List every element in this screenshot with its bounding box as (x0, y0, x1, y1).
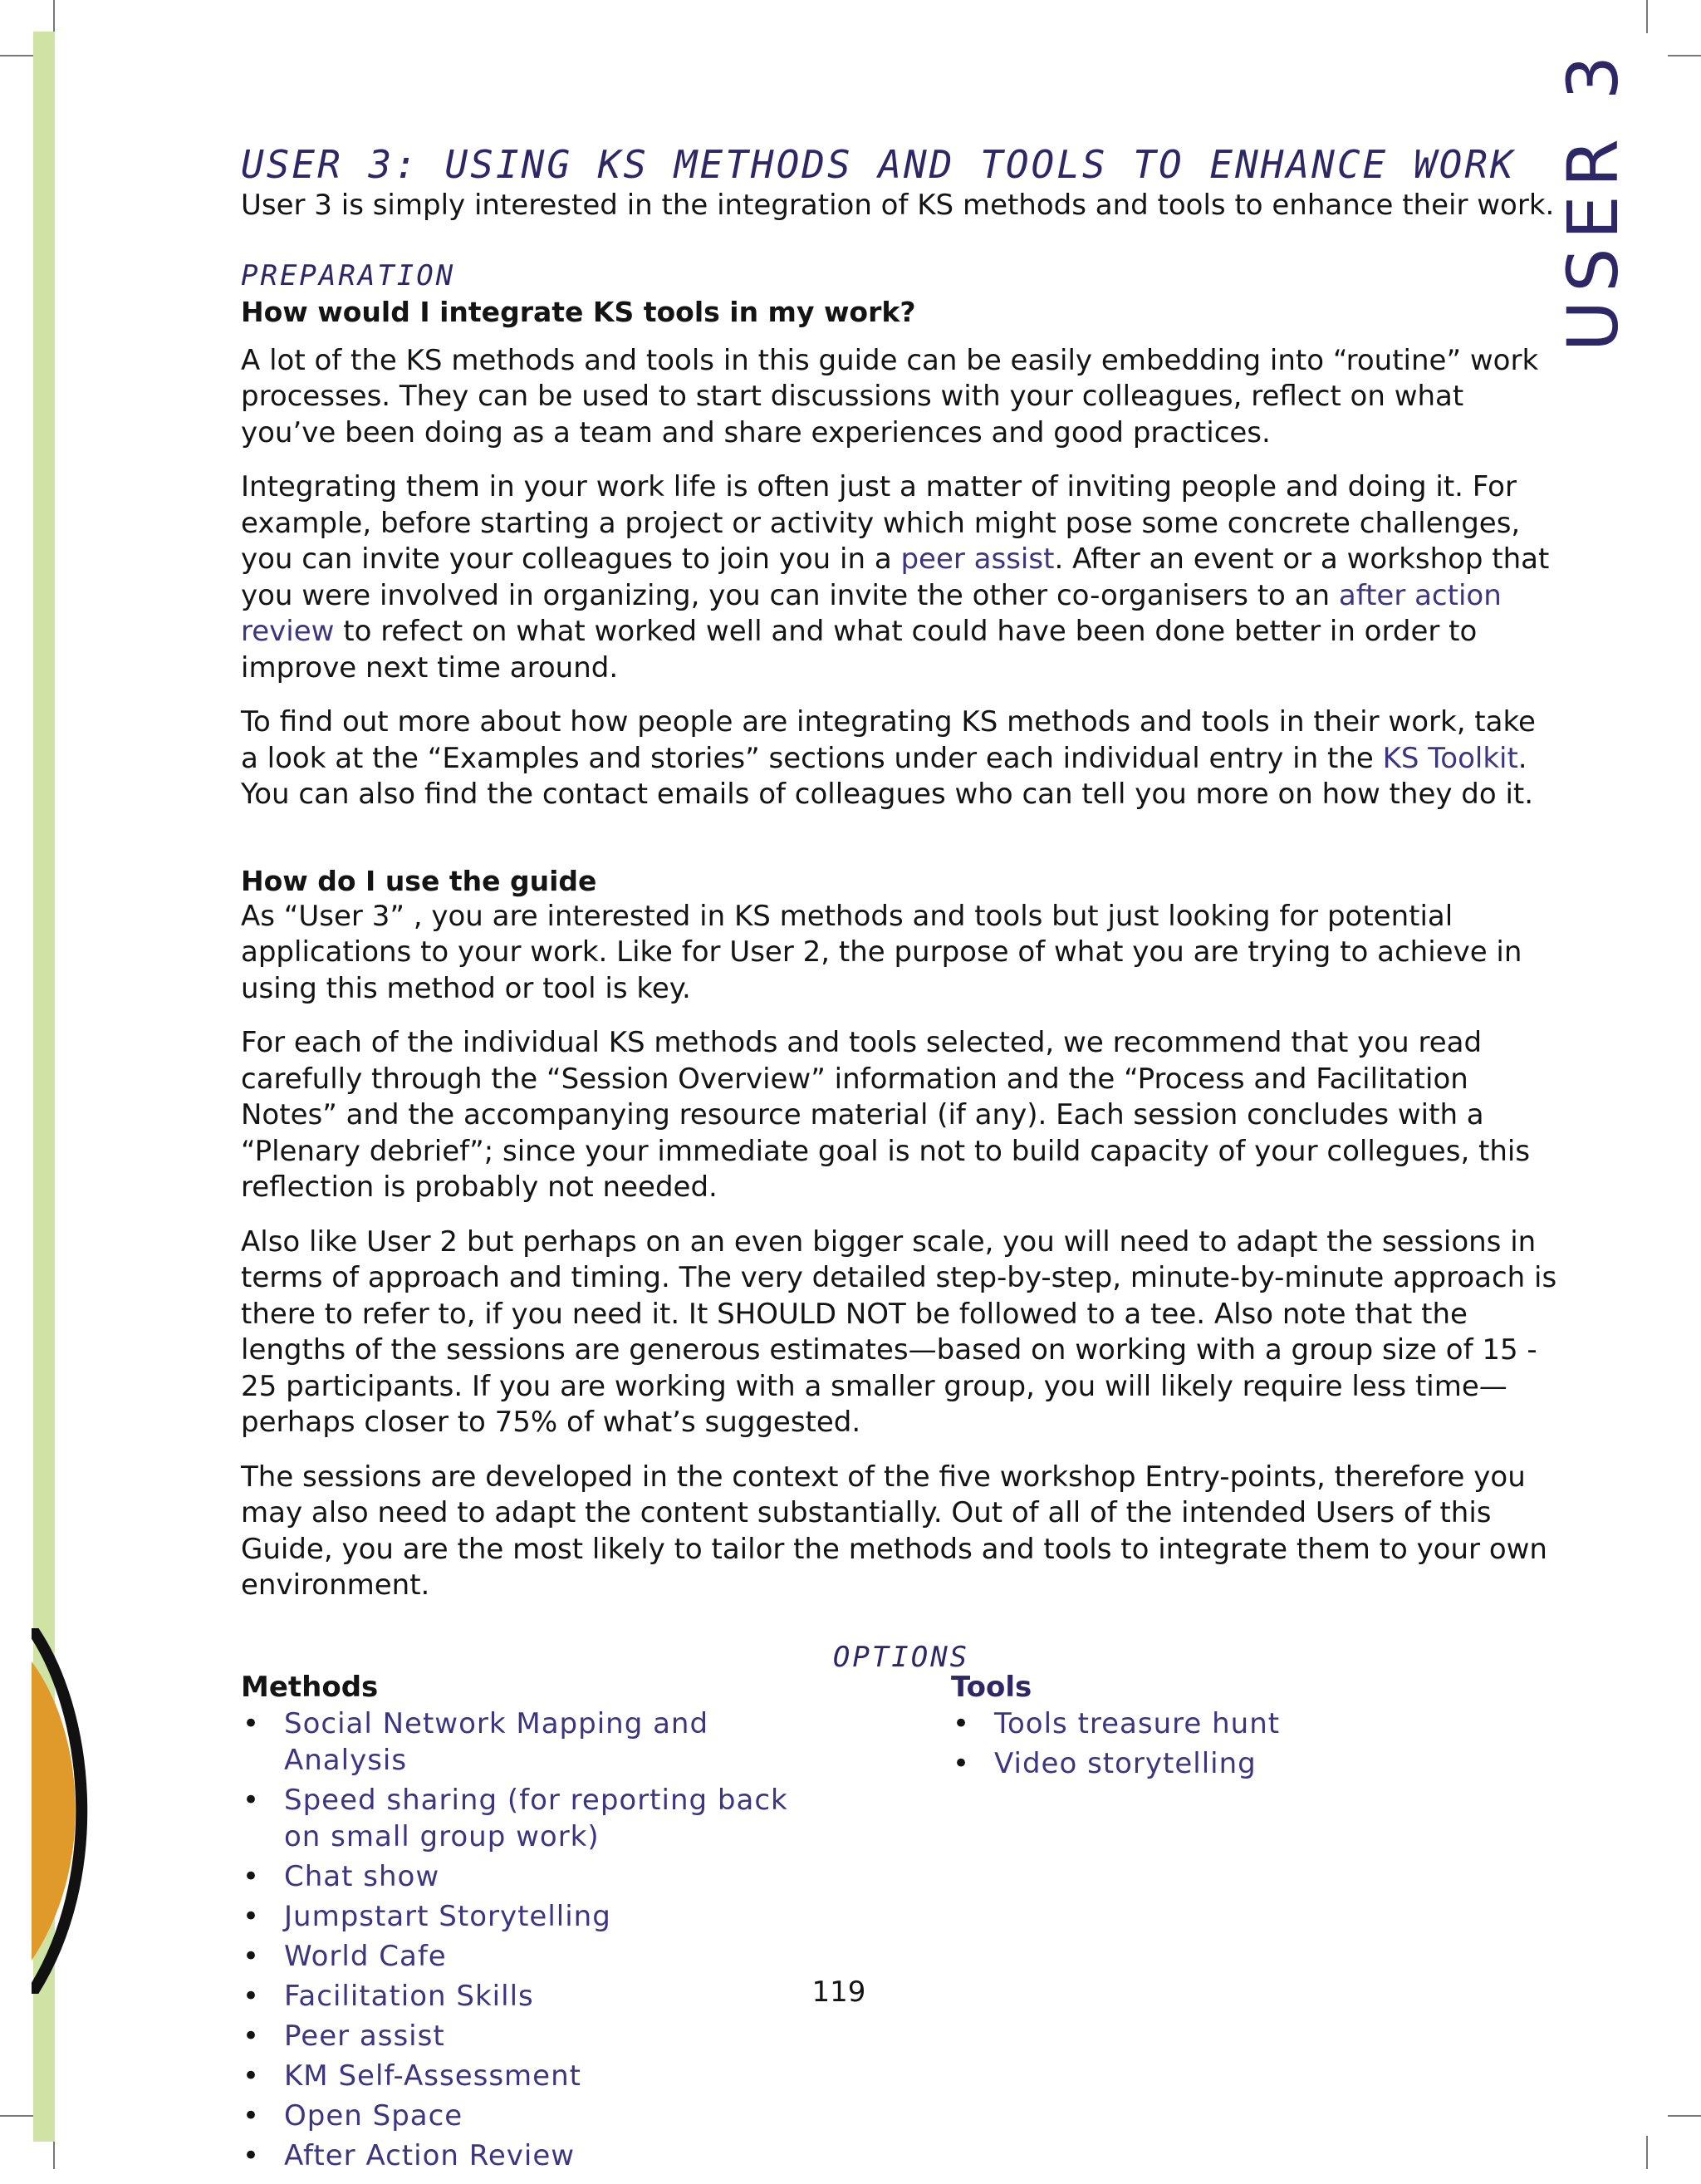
text-run: Integrating them in your work life is often just a matter of inviting people and doing it. For example, before starting a project or activity which might pose some concrete challenges, you can invite your colleagues to join you in a (241, 470, 1521, 576)
section-tab (1551, 47, 1635, 352)
crop-mark (0, 55, 33, 56)
methods-column (241, 1669, 822, 2177)
text-run: To find out more about how people are integrating KS methods and tools in their work, take a look at the “Examples and stories” sections under each individual entry in the (241, 705, 1536, 775)
methods-label: Methods (241, 1670, 379, 1704)
crop-mark (1668, 55, 1701, 56)
method-link[interactable]: • Jumpstart Storytelling (241, 1898, 822, 1935)
preparation-heading: PREPARATION (241, 258, 456, 292)
guide-paragraph: As “User 3” , you are interested in KS methods and tools but just looking for potential applications to your work. Like for User 2, the purpose of what you are trying to achieve in using this method or tool is key. (241, 899, 1522, 1005)
crop-mark (1646, 0, 1648, 33)
page-content (241, 141, 1561, 2184)
intro-text: User 3 is simply interested in the integration of KS methods and tools to enhance their work. (241, 189, 1555, 222)
guide-question: How do I use the guide (241, 864, 597, 897)
ks-toolkit-link[interactable]: KS Toolkit (1382, 741, 1518, 775)
method-link[interactable]: • KM Self-Assessment (241, 2058, 822, 2094)
text-run: . After an event or a workshop that you were involved in organizing, you can invite the other co-organisers to an (241, 542, 1550, 612)
crop-mark (0, 2115, 33, 2117)
method-link[interactable]: • World Cafe (241, 1938, 822, 1975)
options-heading: OPTIONS (832, 1640, 970, 1674)
after-action-review-link[interactable]: after action review (241, 578, 1502, 648)
preparation-question: How would I integrate KS tools in my work? (241, 295, 916, 328)
methods-list (241, 1705, 822, 2174)
tools-list (951, 1705, 1366, 1782)
preparation-paragraph (241, 704, 1561, 813)
guide-paragraph: Also like User 2 but perhaps on an even bigger scale, you will need to adapt the sessions in terms of approach and timing. The very detailed step-by-step, minute-by-minute approach is there to refer to, if you need it. It SHOULD NOT be followed to a tee. Also note that the lengths of the sessions are generous estimates—based on working with a group size of 15 - 25 participants. If you are working with a smaller group, you will likely require less time—perhaps closer to 75% of what’s suggested. (241, 1225, 1557, 1439)
crop-mark (1646, 2136, 1648, 2169)
tools-column (951, 1669, 1366, 1785)
section-tab-label: USER 3 (1552, 47, 1635, 352)
crop-mark (1668, 2115, 1701, 2117)
tool-link[interactable]: • Tools treasure hunt (951, 1705, 1366, 1742)
preparation-paragraph: A lot of the KS methods and tools in this guide can be easily embedding into “routine” work processes. They can be used to start discussions with your colleagues, reflect on what you’ve been doing as a team and share experiences and good practices. (241, 343, 1539, 449)
method-link[interactable]: • Social Network Mapping and Analysis (241, 1705, 822, 1779)
options-columns (241, 1669, 1561, 2184)
text-run: . You can also find the contact emails of colleagues who can tell you more on how they do it. (241, 741, 1534, 811)
crop-mark (53, 0, 55, 33)
page-number: 119 (811, 1975, 866, 2009)
tools-label: Tools (951, 1670, 1032, 1704)
text-run: to refect on what worked well and what could have been done better in order to improve next time around. (241, 615, 1478, 685)
ornament-swoosh (32, 1628, 98, 1994)
method-link[interactable]: • Facilitation Skills (241, 1978, 822, 2015)
peer-assist-link[interactable]: peer assist (900, 542, 1055, 576)
page-title: USER 3: USING KS METHODS AND TOOLS TO ENHANCE WORK (241, 142, 1516, 187)
method-link[interactable]: • Peer assist (241, 2018, 822, 2054)
guide-paragraph: For each of the individual KS methods and tools selected, we recommend that you read carefully through the “Session Overview” information and the “Process and Facilitation Notes” and the accompanying resource material (if any). Each session concludes with a “Plenary debrief”; since your immediate goal is not to build capacity of your collegues, this reflection is probably not needed. (241, 1026, 1531, 1204)
method-link[interactable]: • Chat show (241, 1858, 822, 1895)
preparation-paragraph (241, 469, 1561, 686)
method-link[interactable]: • Speed sharing (for reporting back on small group work) (241, 1782, 822, 1855)
method-link[interactable]: • Open Space (241, 2098, 822, 2134)
tool-link[interactable]: • Video storytelling (951, 1745, 1366, 1782)
guide-paragraph: The sessions are developed in the context of the five workshop Entry-points, therefore you may also need to adapt the content substantially. Out of all of the intended Users of this Guide, you are the most likely to tailor the methods and tools to integrate them to your own environment. (241, 1460, 1547, 1602)
method-link[interactable]: • After Action Review (241, 2137, 822, 2174)
